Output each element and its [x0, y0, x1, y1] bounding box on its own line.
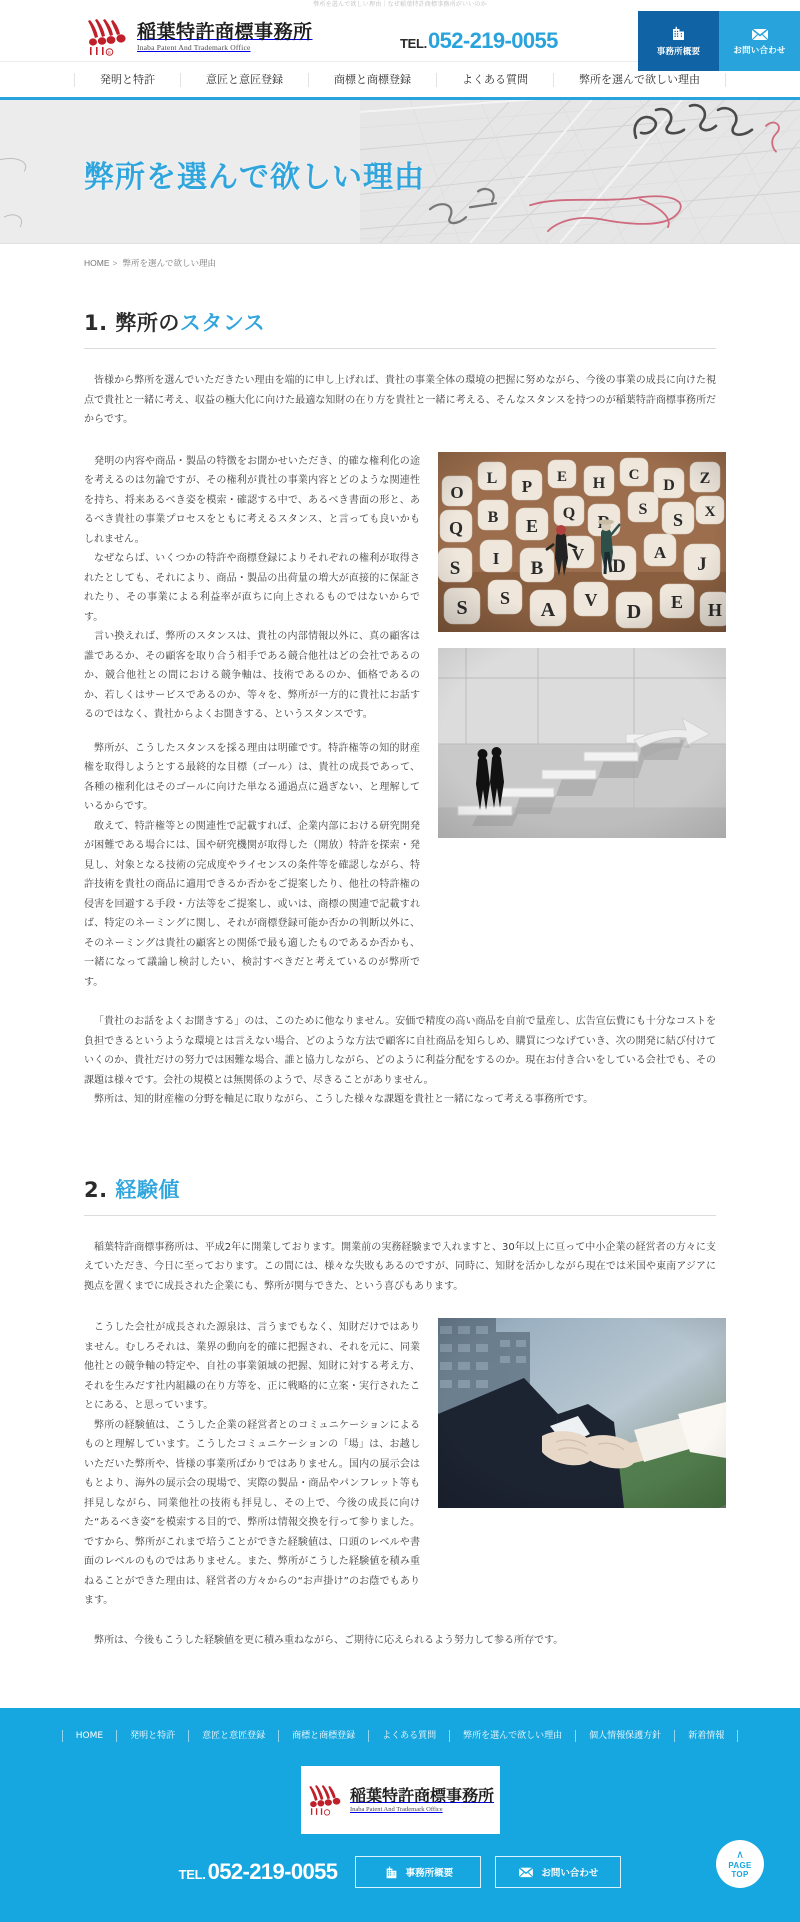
footer-contact-row	[0, 1856, 800, 1888]
header-logo-jp: 稲葉特許商標事務所	[137, 21, 313, 43]
footer-office-overview-button[interactable]	[355, 1856, 481, 1888]
nav-item-faq[interactable]: よくある質問	[436, 73, 553, 87]
footer-nav-privacy-policy[interactable]: 個人情報保護方針	[575, 1730, 674, 1742]
section-1-columns	[84, 452, 716, 993]
section-1-paragraph-5: 敢えて、特許権等との関連性で記載すれば、企業内部における研究開発が困難である場合には、国や研究機関が取得した（開放）特許を探索・発見し、対象となる技術の完成度やライセンスの条件等を確認しながら、特許技術を貴社の商品に適用できるか否かをご提案したり、他社の特許権の侵害を回避する手段・方法等をご提案し、或いは、商標の関連で記載すれば、特定のネーミングに関し、それが商標登録可能か否かの判断以外に、そのネーミングは貴社の顧客との関係で最も適したものであるか否かも、一緒になって議論し検討したい、検討すべきだと考えているのが弊所です。	[84, 820, 420, 988]
section-1-lead-paragraph: 皆様から弊所を選んでいただきたい理由を端的に申し上げれば、貴社の事業全体の環境の把握に努めながら、今後の事業の成長に向けた視点で貴社と一緒に考え、収益の極大化に向けた最適な知財の在り方を貴社と一緒に考える、そんなスタンスを持つのが稲葉特許商標事務所だからです。	[84, 375, 716, 425]
footer-tel-number: 052-219-0055	[207, 1859, 338, 1884]
footer-logo[interactable]	[301, 1766, 500, 1834]
nav-item-why-choose-us[interactable]: 弊所を選んで欲しい理由	[553, 73, 726, 87]
section-2-closing	[84, 1631, 716, 1651]
section-1-media-column	[438, 452, 726, 838]
site-tagline: 弊所を選んで欲しい理由｜なぜ稲葉特許商標事務所がいいのか	[313, 2, 487, 8]
main-content	[0, 269, 800, 1650]
header-tel-label: TEL.	[400, 36, 427, 51]
footer-nav-inventions-patents[interactable]: 発明と特許	[116, 1730, 188, 1742]
section-1-text-column	[84, 452, 420, 993]
footer-nav-faq[interactable]: よくある質問	[368, 1730, 449, 1742]
section-2-lead-paragraph: 稲葉特許商標事務所は、平成2年に開業しております。開業前の実務経験まで入れますと、30年以上に亘って中小企業の経営者の方々に支えていただき、今日に至っております。この間には、様々な失敗もあるのですが、同時に、知財を活かしながら現在では米国や東南アジアに拠点を置くまでに成長された企業にも、弊所が関与できた、という喜びもあります。	[84, 1241, 716, 1292]
footer-contact-label: お問い合わせ	[541, 1868, 599, 1879]
header-office-overview-button[interactable]	[638, 11, 719, 71]
section-experience	[84, 1110, 716, 1651]
svg-text:R: R	[108, 50, 111, 55]
section-1-closing	[84, 1012, 716, 1110]
nav-item-designs[interactable]: 意匠と意匠登録	[180, 73, 308, 87]
footer-navigation	[0, 1730, 800, 1742]
page-top-label-line1: PAGE	[728, 1860, 752, 1870]
page-title: 弊所を選んで欲しい理由	[84, 160, 425, 195]
footer-telephone[interactable]	[179, 1859, 338, 1885]
section-2-heading	[84, 1174, 716, 1216]
breadcrumb-current: 弊所を選んで欲しい理由	[122, 258, 216, 268]
footer-tel-label: TEL.	[178, 1867, 206, 1882]
section-1-number: 1.	[84, 311, 116, 335]
section-2-paragraph-1: こうした会社が成長された源泉は、言うまでもなく、知財だけではありません。むしろそれは、業界の動向を的確に把握され、それを元に、同業他社との競争軸の特定や、自社の事業領域の把握、知財に対する考え方、それを生みだす社内組織の在り方等を、正に戦略的に立案・実行されたことにある、と思っています。	[84, 1322, 420, 1411]
building-icon	[670, 25, 687, 42]
section-1-title-accent: スタンス	[179, 311, 266, 335]
header-logo-en: Inaba Patent And Trademark Office	[137, 43, 251, 52]
header-contact-label: お問い合わせ	[733, 44, 786, 55]
site-footer	[0, 1708, 800, 1922]
section-1-title-plain: 弊所の	[115, 311, 180, 335]
section-2-closing-paragraph-1: 弊所は、今後もこうした経験値を更に積み重ねながら、ご期待に応えられるよう努力して参る所存です。	[94, 1634, 564, 1646]
nav-item-trademarks[interactable]: 商標と商標登録	[308, 73, 436, 87]
section-1-paragraph-4: 弊所が、こうしたスタンスを採る理由は明確です。特許権等の知的財産権を取得しようとする最終的な目標（ゴール）は、貴社の成長であって、各種の権利化はそのゴールに向けた単なる通過点に過ぎない、と理解しているからです。	[84, 742, 420, 812]
section-1-paragraph-2: なぜならば、いくつかの特許や商標登録によりそれぞれの権利が取得されたとしても、それにより、商品・製品の出荷量の増大が直接的に保証されたり、その事業による利益率が直ちに向上されるものではないからです。	[84, 553, 420, 623]
alphabet-cubes-photo	[438, 452, 726, 632]
breadcrumb-home-link[interactable]: HOME	[84, 258, 110, 268]
header-logo[interactable]	[84, 17, 313, 57]
footer-nav-home[interactable]: HOME	[62, 1730, 116, 1742]
breadcrumb-separator: >	[112, 258, 118, 268]
header-telephone[interactable]	[400, 28, 558, 54]
section-stance	[84, 269, 716, 1110]
footer-nav-designs[interactable]: 意匠と意匠登録	[188, 1730, 278, 1742]
chevron-up-icon: ∧	[735, 1848, 745, 1861]
site-header	[0, 11, 800, 62]
section-2-text-column	[84, 1318, 420, 1611]
section-1-paragraph-1: 発明の内容や商品・製品の特徴をお聞かせいただき、的確な権利化の途を考えるのは勿論ですが、その権利が貴社の事業内容とどのような関連性を持ち、将来あるべき姿を模索・確認する中で、あるべき書面の形と、あるべき貴社の事業プロセスをともに考えるスタンス、と言っても良いかもしれません。	[84, 455, 420, 545]
section-2-columns	[84, 1318, 716, 1611]
footer-contact-button[interactable]	[495, 1856, 621, 1888]
section-2-paragraph-2: 弊所の経験値は、こうした企業の経営者とのコミュニケーションによるものと理解しています。こうしたコミュニケーションの「場」は、お越しいただいた弊所や、皆様の事業所ばかりではありません。国内の展示会はもとより、海外の展示会の現場で、実際の製品・商品やパンフレット等も拝見しながら、同業他社の技術も拝見し、その上で、今後の成長に向けた“あるべき姿”を模索する目的で、弊所は情報交換を行って参りました。ですから、弊所がこれまで培うことができた経験値は、口頭のレベルや書面のレベルのものではありません。また、弊所がこうした経験値を積み重ねることができた理由は、経営者の方々からの“お声掛け”のお蔭でもあります。	[84, 1419, 420, 1606]
nav-item-inventions-patents[interactable]: 発明と特許	[74, 73, 180, 87]
section-1-closing-paragraph-1: 「貴社のお話をよくお聞きする」のは、このために他なりません。安価で精度の高い商品を自前で量産し、広告宣伝費にも十分なコストを負担できるというような環境とは言えない場合、どのような方法で顧客に自社商品を知らしめ、購買につなげていき、次の開発に結び付けていくのか、貴社だけの努力では困難な場合、誰と協力しながら、どのように利益分配をするのか。現在お付き合いをしている会社でも、その課題は様々です。会社の規模とは無関係のようで、尽きることがありません。	[84, 1016, 716, 1086]
stairs-arrow-photo	[438, 648, 726, 838]
footer-nav-news[interactable]: 新着情報	[674, 1730, 738, 1742]
section-1-closing-paragraph-2: 弊所は、知的財産権の分野を軸足に取りながら、こうした様々な課題を貴社と一緒になって考える事務所です。	[94, 1094, 594, 1105]
page-hero-banner	[0, 100, 800, 244]
brush-strokes-logo-icon	[84, 17, 130, 57]
header-contact-button[interactable]	[719, 11, 800, 71]
footer-office-overview-label: 事務所概要	[405, 1868, 454, 1879]
header-action-buttons	[638, 11, 800, 71]
breadcrumb	[0, 244, 800, 269]
section-2-number: 2.	[84, 1177, 116, 1202]
section-2-title-accent: 経験値	[115, 1177, 180, 1202]
footer-logo-en: Inaba Patent And Trademark Office	[349, 1806, 443, 1813]
section-1-heading	[84, 307, 716, 349]
envelope-icon	[751, 27, 769, 41]
footer-logo-jp: 稲葉特許商標事務所	[349, 1786, 494, 1805]
footer-nav-why-choose-us[interactable]: 弊所を選んで欲しい理由	[449, 1730, 575, 1742]
site-tagline-bar	[0, 0, 800, 11]
envelope-icon	[518, 1866, 534, 1878]
page-top-button[interactable]	[716, 1840, 764, 1888]
header-tel-number: 052-219-0055	[427, 28, 558, 53]
section-2-media-column	[438, 1318, 726, 1508]
page-top-label-line2: TOP	[731, 1869, 749, 1879]
handshake-photo	[438, 1318, 726, 1508]
footer-nav-trademarks[interactable]: 商標と商標登録	[278, 1730, 368, 1742]
building-icon	[384, 1865, 399, 1880]
section-1-paragraph-3: 言い換えれば、弊所のスタンスは、貴社の内部情報以外に、真の顧客は誰であるか、その顧客を取り合う相手である競合他社はどの会社であるのか、競合他社との間における競争軸は、技術であるのか、価格であるのか、若しくはサービスであるのか、等々を、弊所が一方的に貴社にお話するのではなく、貴社からよくお聞きする、というスタンスです。	[84, 631, 420, 720]
header-office-overview-label: 事務所概要	[656, 46, 701, 56]
brush-strokes-logo-icon	[306, 1783, 344, 1817]
